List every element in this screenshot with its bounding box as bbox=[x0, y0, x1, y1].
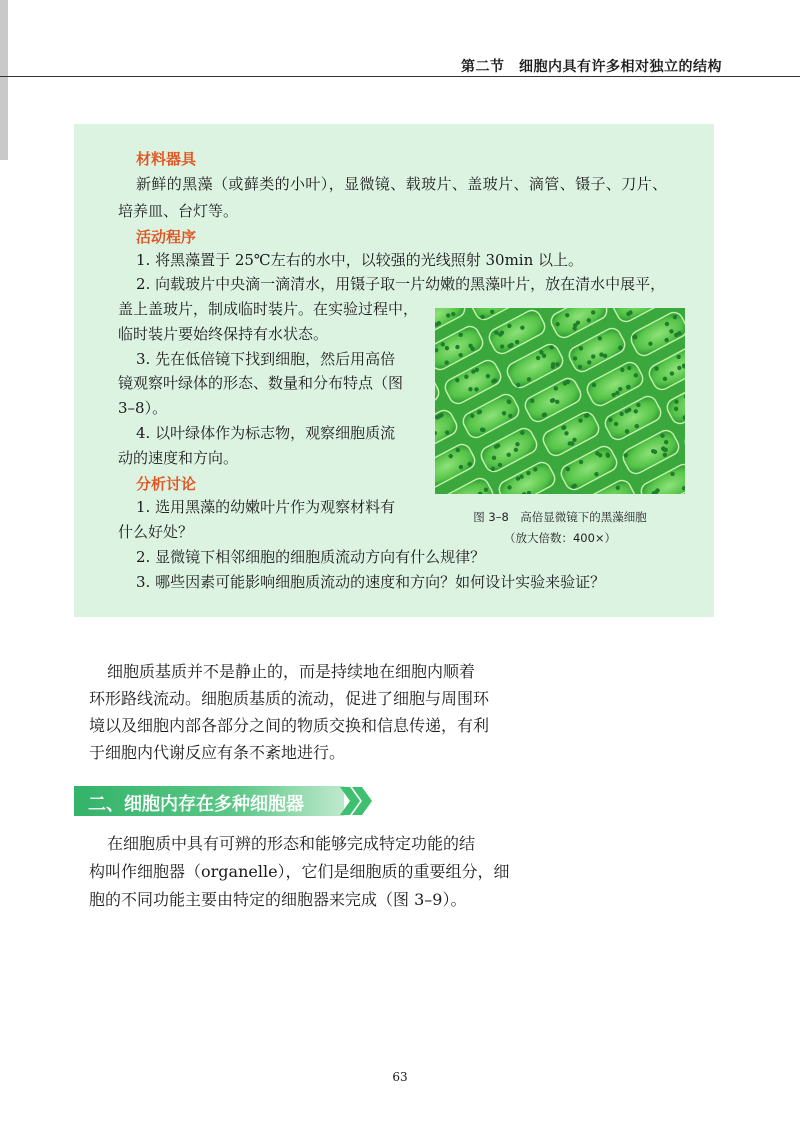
paragraph-2-line-3: 胞的不同功能主要由特定的细胞器来完成（图 3–9）。 bbox=[89, 890, 467, 909]
paragraph-1-line-2: 环形路线流动。细胞质基质的流动，促进了细胞与周围环 bbox=[89, 689, 490, 708]
procedure-heading: 活动程序 bbox=[136, 228, 197, 246]
paragraph-2-line-1: 在细胞质中具有可辨的形态和能够完成特定功能的结 bbox=[107, 834, 476, 853]
section-heading-banner bbox=[74, 786, 344, 816]
procedure-step-3: 3. 先在低倍镜下找到细胞，然后用高倍 bbox=[136, 350, 396, 368]
discussion-question-2: 2. 显微镜下相邻细胞的细胞质流动方向有什么规律？ bbox=[136, 548, 486, 566]
chapter-section-title: 第二节 细胞内具有许多相对独立的结构 bbox=[461, 59, 722, 75]
activity-box bbox=[74, 124, 714, 617]
double-chevron-right-icon bbox=[338, 783, 374, 819]
discussion-question-3: 3. 哪些因素可能影响细胞质流动的速度和方向？如何设计实验来验证？ bbox=[136, 573, 606, 591]
page-edge-shadow bbox=[0, 0, 8, 160]
figure-magnification: （放大倍数：400×） bbox=[503, 531, 617, 545]
procedure-step-2-cont: 盖上盖玻片，制成临时装片。在实验过程中， bbox=[118, 300, 419, 318]
procedure-step-2: 2. 向载玻片中央滴一滴清水，用镊子取一片幼嫩的黑藻叶片，放在清水中展平， bbox=[136, 275, 666, 293]
discussion-heading: 分析讨论 bbox=[136, 475, 197, 493]
figure-caption: 图 3–8 高倍显微镜下的黑藻细胞 bbox=[473, 510, 647, 524]
procedure-step-3-cont: 镜观察叶绿体的形态、数量和分布特点（图 bbox=[118, 374, 404, 392]
procedure-step-1: 1. 将黑藻置于 25℃左右的水中，以较强的光线照射 30min 以上。 bbox=[136, 251, 584, 269]
page-number: 63 bbox=[392, 1070, 408, 1084]
paragraph-2-line-2: 构叫作细胞器（organelle），它们是细胞质的重要组分，细 bbox=[89, 862, 510, 881]
page-header bbox=[0, 56, 800, 77]
materials-line-1: 新鲜的黑藻（或藓类的小叶），显微镜、载玻片、盖玻片、滴管、镊子、刀片、 bbox=[136, 175, 668, 193]
paragraph-1-line-4: 于细胞内代谢反应有条不紊地进行。 bbox=[89, 743, 346, 762]
elodea-cells-micrograph bbox=[435, 308, 685, 494]
procedure-step-4: 4. 以叶绿体作为标志物，观察细胞质流 bbox=[136, 424, 396, 442]
paragraph-1-line-1: 细胞质基质并不是静止的，而是持续地在细胞内顺着 bbox=[107, 662, 476, 681]
materials-line-2: 培养皿、台灯等。 bbox=[118, 202, 239, 220]
section-heading-title: 二、细胞内存在多种细胞器 bbox=[88, 794, 304, 815]
procedure-step-3-cont-2: 3–8）。 bbox=[118, 399, 168, 417]
discussion-question-1: 1. 选用黑藻的幼嫩叶片作为观察材料有 bbox=[136, 498, 396, 516]
discussion-question-1-cont: 什么好处？ bbox=[118, 523, 194, 541]
paragraph-1-line-3: 境以及细胞内部各部分之间的物质交换和信息传递，有利 bbox=[89, 716, 490, 735]
procedure-step-4-cont: 动的速度和方向。 bbox=[118, 449, 239, 467]
materials-heading: 材料器具 bbox=[136, 150, 197, 168]
procedure-step-2-cont-2: 临时装片要始终保持有水状态。 bbox=[118, 325, 329, 343]
